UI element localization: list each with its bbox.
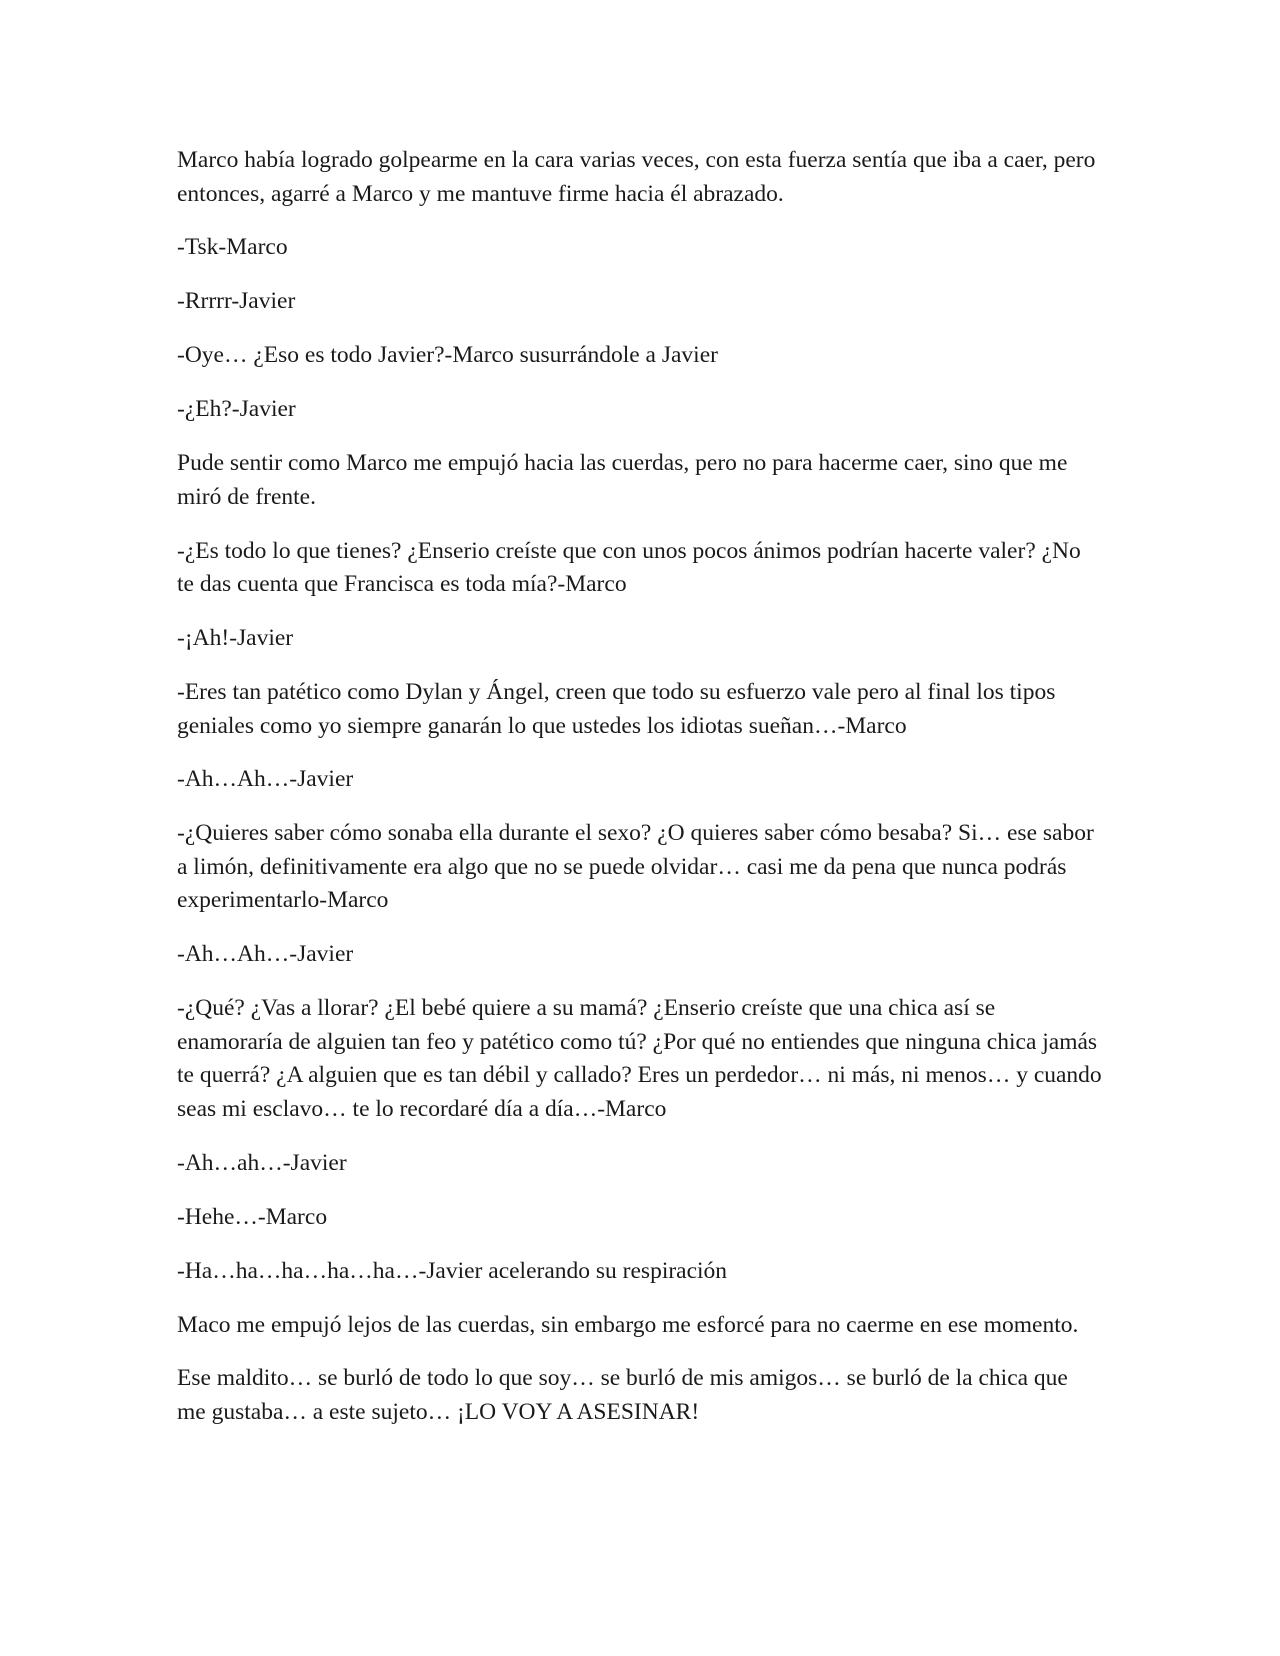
paragraph: -¡Ah!-Javier [177, 625, 294, 652]
paragraph: -Eres tan patético como Dylan y Ángel, creen que todo su esfuerzo vale pero al final los tipos geniales como yo siempre ganarán lo que ustedes los idiotas sueñan…-Marco [177, 678, 1056, 739]
paragraph: -¿Eh?-Javier [177, 396, 296, 423]
paragraph: -¿Es todo lo que tienes? ¿Enserio creíste que con unos pocos ánimos podrían hacerte valer? ¿No te das cuenta que Francisca es toda mía?-Marco [177, 537, 1081, 598]
paragraph: Marco había logrado golpearme en la cara varias veces, con esta fuerza sentía que iba a caer, pero entonces, agarré a Marco y me mantuve firme hacia él abrazado. [177, 147, 1096, 207]
paragraph: -Tsk-Marco [177, 234, 288, 261]
paragraph: -¿Quieres saber cómo sonaba ella durante el sexo? ¿O quieres saber cómo besaba? Si… ese sabor a limón, definitivamente era algo que no se puede olvidar… casi me da pena que nunca podrás experimentarlo-Marco [177, 820, 1094, 914]
paragraph: -Ah…ah…-Javier [177, 1149, 347, 1176]
paragraph: -Ah…Ah…-Javier [177, 941, 354, 968]
paragraph: Maco me empujó lejos de las cuerdas, sin embargo me esforcé para no caerme en ese momento. [177, 1311, 1079, 1338]
paragraph: -Ah…Ah…-Javier [177, 766, 354, 793]
paragraph: Ese maldito… se burló de todo lo que soy… se burló de mis amigos… se burló de la chica que me gustaba… a este sujeto… ¡LO VOY A ASESINAR! [177, 1365, 1068, 1426]
paragraph: -Oye… ¿Eso es todo Javier?-Marco susurrándole a Javier [177, 342, 718, 369]
paragraph: -Ha…ha…ha…ha…ha…-Javier acelerando su respiración [177, 1257, 728, 1284]
paragraph: -Rrrrr-Javier [177, 288, 296, 315]
document-text-body [177, 144, 1102, 1450]
paragraph: Pude sentir como Marco me empujó hacia las cuerdas, pero no para hacerme caer, sino que me miró de frente. [177, 450, 1068, 510]
paragraph: -Hehe…-Marco [177, 1203, 328, 1230]
paragraph: -¿Qué? ¿Vas a llorar? ¿El bebé quiere a su mamá? ¿Enserio creíste que una chica así se enamoraría de alguien tan feo y patético como tú? ¿Por qué no entiendes que ninguna chica jamás te querrá? ¿A alguien que es tan débil y callado? Eres un perdedor… ni más, ni menos… y cuando seas mi esclavo… te lo recordaré día a día…-Marco [177, 995, 1102, 1123]
